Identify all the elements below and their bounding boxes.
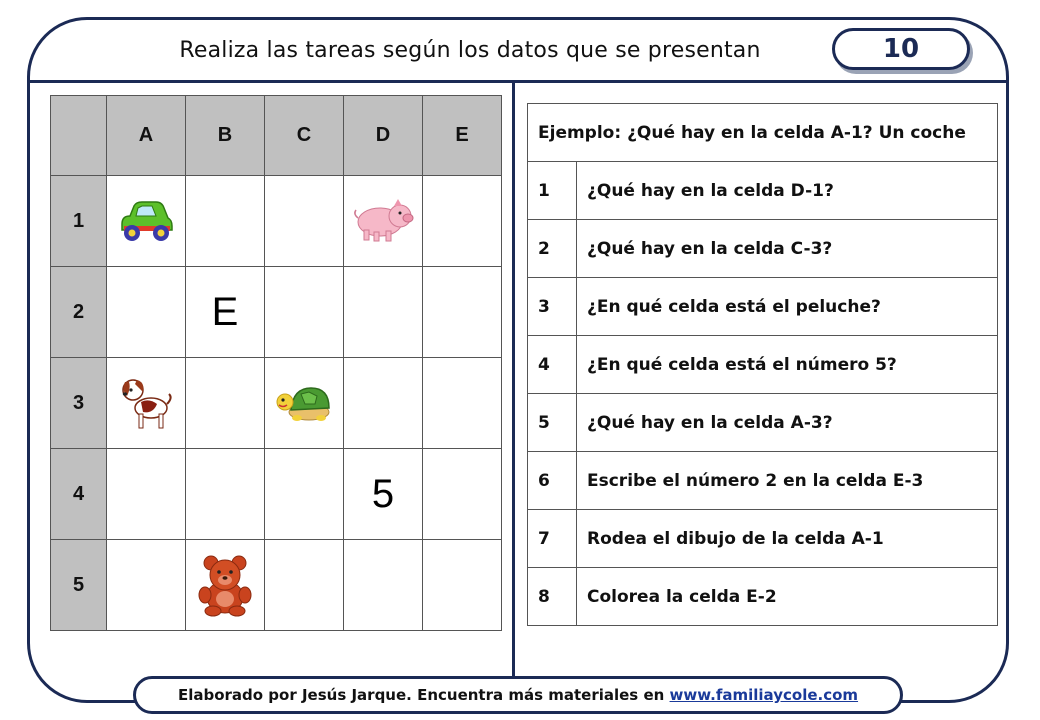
cell-a1[interactable] — [107, 176, 186, 267]
cell-e1[interactable] — [423, 176, 502, 267]
cell-c1[interactable] — [265, 176, 344, 267]
turtle-icon — [275, 382, 333, 424]
cell-c5[interactable] — [265, 540, 344, 631]
question-text: Escribe el número 2 en la celda E-3 — [577, 452, 998, 510]
question-text: Rodea el dibujo de la celda A-1 — [577, 510, 998, 568]
footer-credit — [133, 676, 903, 714]
cell-b5[interactable] — [186, 540, 265, 631]
row-header-1: 1 — [51, 176, 107, 267]
cell-d2[interactable] — [344, 267, 423, 358]
header-divider — [27, 80, 1009, 83]
dog-icon — [119, 374, 173, 432]
cell-d5[interactable] — [344, 540, 423, 631]
question-row — [528, 452, 998, 510]
question-text: ¿Qué hay en la celda A-3? — [577, 394, 998, 452]
question-row — [528, 510, 998, 568]
toy-car-icon — [116, 198, 176, 244]
footer-text: Elaborado por Jesús Jarque. Encuentra más materiales en — [177, 686, 670, 704]
cell-d1[interactable] — [344, 176, 423, 267]
page-number-badge — [832, 28, 970, 70]
column-header-d: D — [344, 96, 423, 176]
question-number: 3 — [528, 278, 577, 336]
cell-c3[interactable] — [265, 358, 344, 449]
cell-e3[interactable] — [423, 358, 502, 449]
cell-a5[interactable] — [107, 540, 186, 631]
row-header-2: 2 — [51, 267, 107, 358]
column-header-b: B — [186, 96, 265, 176]
footer-link[interactable]: www.familiaycole.com — [669, 686, 859, 704]
cell-c2[interactable] — [265, 267, 344, 358]
cell-a3[interactable] — [107, 358, 186, 449]
question-row — [528, 278, 998, 336]
question-number: 8 — [528, 568, 577, 626]
column-divider — [512, 80, 515, 677]
row-header-3: 3 — [51, 358, 107, 449]
cell-a4[interactable] — [107, 449, 186, 540]
coordinate-grid — [50, 95, 502, 631]
column-header-e: E — [423, 96, 502, 176]
question-row — [528, 220, 998, 278]
question-text: Colorea la celda E-2 — [577, 568, 998, 626]
question-number: 2 — [528, 220, 577, 278]
pig-icon — [350, 196, 416, 246]
question-row — [528, 568, 998, 626]
question-number: 6 — [528, 452, 577, 510]
cell-d4[interactable]: 5 — [344, 449, 423, 540]
question-row — [528, 162, 998, 220]
cell-b3[interactable] — [186, 358, 265, 449]
question-row — [528, 336, 998, 394]
cell-b1[interactable] — [186, 176, 265, 267]
row-header-5: 5 — [51, 540, 107, 631]
question-text: ¿En qué celda está el peluche? — [577, 278, 998, 336]
page-title: Realiza las tareas según los datos que se presentan — [179, 38, 761, 63]
question-number: 5 — [528, 394, 577, 452]
example-question: Ejemplo: ¿Qué hay en la celda A-1? Un coche — [528, 104, 998, 162]
cell-c4[interactable] — [265, 449, 344, 540]
question-text: ¿Qué hay en la celda D-1? — [577, 162, 998, 220]
teddy-bear-icon — [195, 553, 255, 617]
cell-b4[interactable] — [186, 449, 265, 540]
row-header-4: 4 — [51, 449, 107, 540]
cell-e5[interactable] — [423, 540, 502, 631]
cell-a2[interactable] — [107, 267, 186, 358]
cell-d3[interactable] — [344, 358, 423, 449]
column-header-c: C — [265, 96, 344, 176]
question-text: ¿En qué celda está el número 5? — [577, 336, 998, 394]
question-number: 7 — [528, 510, 577, 568]
questions-table — [527, 103, 998, 626]
cell-b2[interactable]: E — [186, 267, 265, 358]
question-number: 4 — [528, 336, 577, 394]
cell-e2[interactable] — [423, 267, 502, 358]
question-row — [528, 394, 998, 452]
corner-cell — [51, 96, 107, 176]
question-number: 1 — [528, 162, 577, 220]
column-header-a: A — [107, 96, 186, 176]
cell-e4[interactable] — [423, 449, 502, 540]
page-number: 10 — [882, 34, 920, 64]
question-text: ¿Qué hay en la celda C-3? — [577, 220, 998, 278]
